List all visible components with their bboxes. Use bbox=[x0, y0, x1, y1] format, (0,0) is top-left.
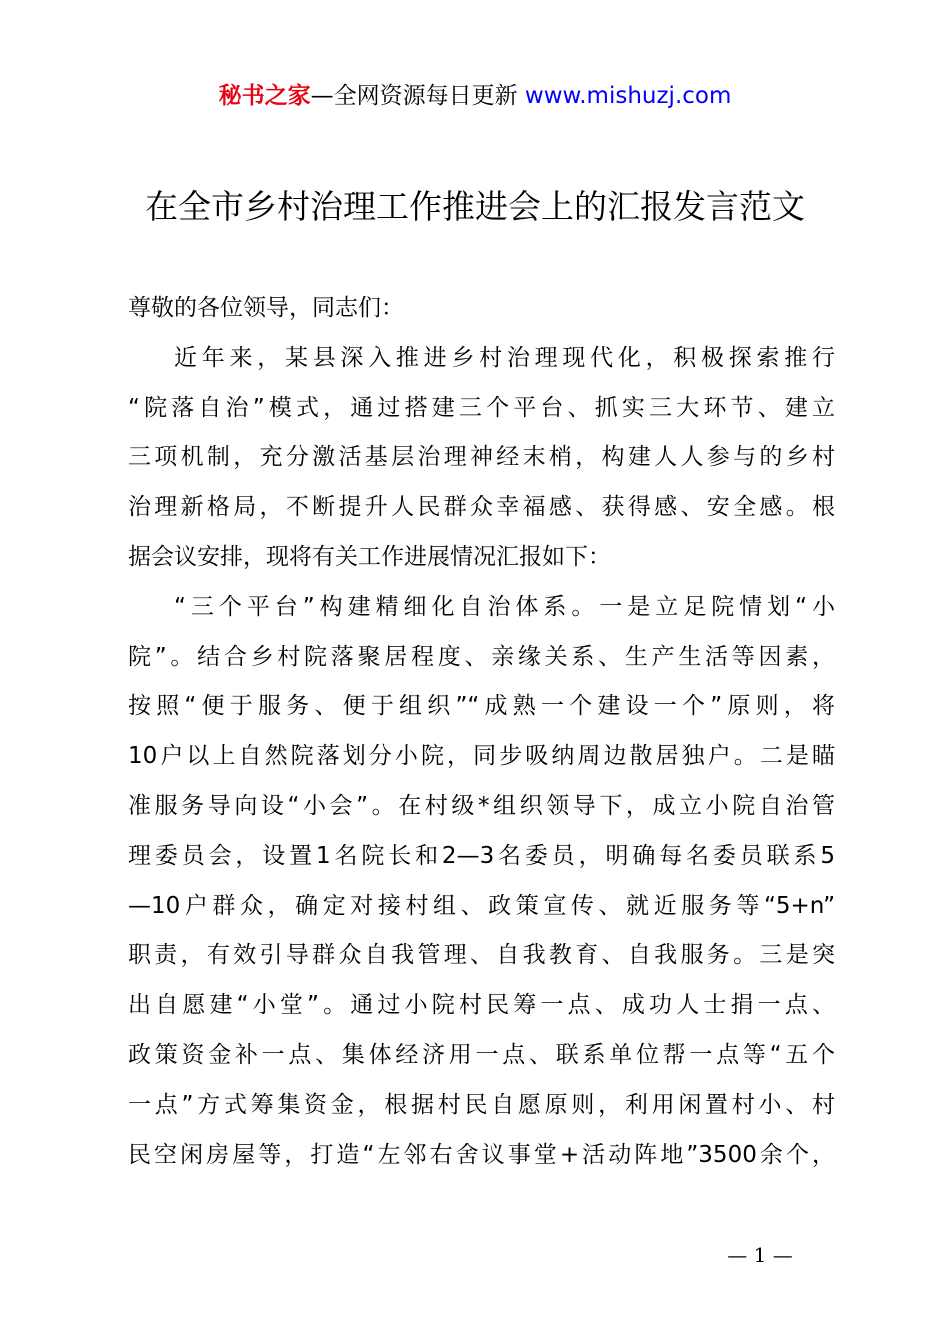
page-number: — 1 — bbox=[727, 1243, 793, 1267]
text-line: 治理新格局，不断提升人民群众幸福感、获得感、安全感。根 bbox=[128, 494, 835, 521]
text-line: “三个平台”构建精细化自治体系。一是立足院情划“小 bbox=[174, 593, 835, 620]
site-url-link[interactable]: www.mishuzj.com bbox=[524, 83, 732, 109]
text-line: 一点”方式筹集资金，根据村民自愿原则，利用闲置村小、村 bbox=[128, 1091, 835, 1118]
text-line: 按照“便于服务、便于组织”“成熟一个建设一个”原则，将 bbox=[128, 693, 835, 720]
text-line: 院”。结合乡村院落聚居程度、亲缘关系、生产生活等因素， bbox=[128, 643, 835, 670]
text-line: 近年来，某县深入推进乡村治理现代化，积极探索推行 bbox=[174, 344, 835, 371]
text-line: 10户以上自然院落划分小院，同步吸纳周边散居独户。二是瞄 bbox=[128, 743, 835, 770]
site-header bbox=[0, 80, 950, 112]
text-line: 据会议安排，现将有关工作进展情况汇报如下： bbox=[128, 543, 611, 570]
text-line: —10户群众，确定对接村组、政策宣传、就近服务等“5+n” bbox=[128, 892, 835, 919]
text-line: 政策资金补一点、集体经济用一点、联系单位帮一点等“五个 bbox=[128, 1041, 835, 1068]
text-line: 民空闲房屋等，打造“左邻右舍议事堂+活动阵地”3500余个， bbox=[128, 1141, 835, 1168]
document-body bbox=[128, 284, 835, 1180]
site-brand: 秘书之家 bbox=[218, 83, 311, 109]
text-line: 出自愿建“小堂”。通过小院村民筹一点、成功人士捐一点、 bbox=[128, 992, 835, 1019]
salutation-line: 尊敬的各位领导，同志们： bbox=[128, 295, 404, 321]
site-tagline: —全网资源每日更新 bbox=[310, 83, 525, 109]
text-line: 理委员会，设置1名院长和2—3名委员，明确每名委员联系5 bbox=[128, 842, 835, 869]
text-line: 职责，有效引导群众自我管理、自我教育、自我服务。三是突 bbox=[128, 942, 835, 969]
text-line: 准服务导向设“小会”。在村级*组织领导下，成立小院自治管 bbox=[128, 792, 835, 819]
text-line: 三项机制，充分激活基层治理神经末梢，构建人人参与的乡村 bbox=[128, 444, 835, 471]
document-title: 在全市乡村治理工作推进会上的汇报发言范文 bbox=[145, 187, 805, 226]
text-line: “院落自治”模式，通过搭建三个平台、抓实三大环节、建立 bbox=[128, 394, 835, 421]
